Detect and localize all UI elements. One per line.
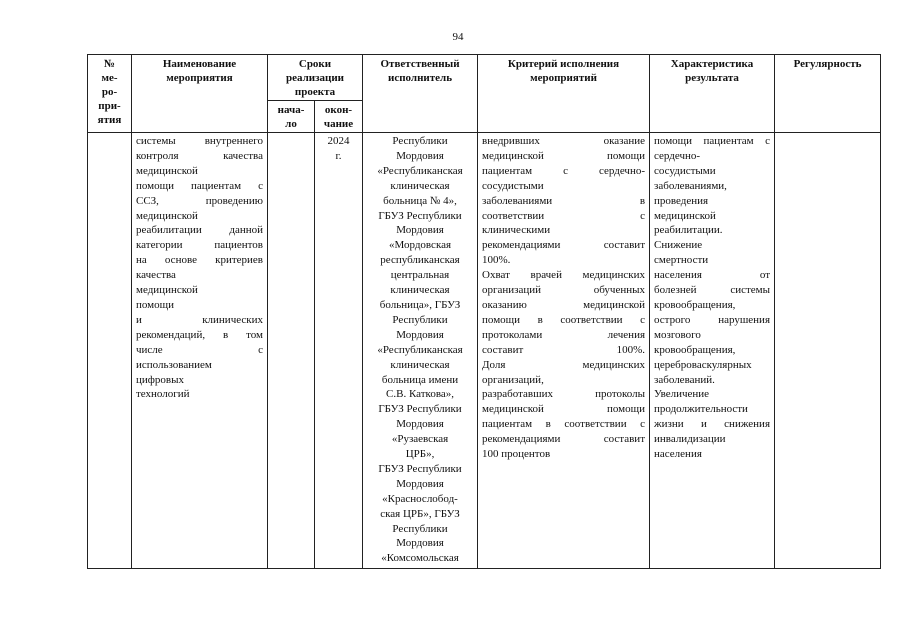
text-line: Характеристика — [670, 58, 754, 70]
text-line: рекомендациями составит — [482, 433, 646, 446]
header-terms — [268, 55, 363, 101]
text-line: Мордовия — [396, 224, 444, 237]
text-line: Республики — [392, 522, 448, 535]
text-line: и клинических — [136, 313, 263, 326]
text-line: Критерий исполнения — [507, 58, 620, 70]
text-line: продолжительности — [654, 403, 748, 416]
header-criterion-lines — [480, 57, 647, 85]
header-number — [88, 55, 132, 133]
text-line: проведения — [654, 194, 709, 207]
cell-result-lines — [654, 134, 770, 462]
text-line: медицинской — [136, 209, 198, 222]
text-line: «Краснослобод- — [382, 492, 458, 505]
text-line: технологий — [136, 388, 190, 401]
header-regularity: Регулярность — [775, 55, 881, 133]
text-line: медицинской — [654, 209, 716, 222]
text-line: помощи в соответствии с — [482, 313, 646, 326]
text-line: г. — [335, 149, 342, 162]
text-line: Мордовия — [396, 328, 444, 341]
text-line: помощи пациентам с — [136, 179, 263, 192]
text-line: «Рузаевская — [391, 433, 449, 446]
text-line: жизни и снижения — [654, 418, 771, 431]
text-line: числе с — [136, 343, 263, 356]
text-line: «Мордовская — [388, 239, 452, 252]
page-number: 94 — [452, 31, 464, 43]
text-line: заболеваниями в — [482, 194, 646, 207]
text-line: «Республиканская — [377, 164, 463, 177]
text-line: ме- — [101, 72, 118, 84]
cell-responsible-lines — [367, 134, 473, 566]
text-line: ЦРБ», — [405, 448, 435, 461]
text-line: заболеваний. — [654, 373, 715, 386]
text-line: сосудистыми — [482, 179, 544, 192]
text-line: Снижение — [654, 239, 703, 252]
text-line: сердечно- — [654, 149, 701, 162]
text-line: помощи пациентам с — [654, 135, 771, 147]
text-line: системы внутреннего — [136, 135, 263, 147]
text-line: разработавших протоколы — [482, 388, 646, 401]
header-responsible-lines — [365, 57, 475, 85]
text-line: мероприятия — [166, 72, 233, 84]
text-line: ская ЦРБ», ГБУЗ — [380, 507, 460, 520]
header-responsible — [363, 55, 478, 133]
cell-start — [268, 133, 315, 569]
cell-responsible — [363, 133, 478, 569]
text-line: Ответственный — [380, 58, 460, 70]
cell-criterion — [478, 133, 650, 569]
cell-result — [650, 133, 775, 569]
text-line: помощи — [136, 298, 174, 311]
text-line: населения — [654, 448, 702, 461]
cell-end-lines — [319, 134, 358, 164]
text-line: качества — [136, 269, 176, 282]
text-line: клиническая — [390, 358, 450, 371]
text-line: реабилитации. — [654, 224, 723, 237]
cell-number — [88, 133, 132, 569]
text-line: болезней системы — [654, 284, 771, 297]
text-line: ГБУЗ Республики — [378, 403, 462, 416]
text-line: реабилитации данной — [136, 224, 263, 237]
text-line: ло — [285, 118, 297, 130]
text-line: медицинской помощи — [482, 149, 646, 162]
text-line: ро- — [101, 86, 118, 98]
header-criterion — [478, 55, 650, 133]
table-row — [88, 133, 881, 569]
text-line: рекомендаций, в том — [136, 328, 263, 341]
text-line: № — [103, 58, 116, 70]
text-line: медицинской — [136, 284, 198, 297]
text-line: Охват врачей медицинских — [482, 269, 646, 282]
text-line: реализации — [285, 72, 345, 84]
text-line: кровообращения, — [654, 343, 736, 356]
text-line: исполнитель — [387, 72, 453, 84]
text-line: инвалидизации — [654, 433, 726, 446]
text-line: организаций, — [482, 373, 544, 386]
text-line: ятия — [97, 114, 122, 126]
text-line: Наименование — [162, 58, 237, 70]
text-line: клиническая — [390, 179, 450, 192]
header-start-lines — [270, 103, 312, 131]
text-line: Мордовия — [396, 537, 444, 550]
text-line: заболеваниями, — [654, 179, 727, 192]
text-line: категории пациентов — [136, 239, 263, 252]
text-line: окон- — [324, 104, 353, 116]
text-line: нача- — [277, 104, 305, 116]
text-line: мозгового — [654, 328, 701, 341]
text-line: ССЗ, проведению — [136, 194, 263, 207]
text-line: Увеличение — [654, 388, 710, 401]
text-line: «Комсомольская — [381, 552, 459, 565]
text-line: проекта — [294, 86, 336, 98]
cell-name — [132, 133, 268, 569]
text-line: смертности — [654, 254, 709, 267]
text-line: Республики — [392, 313, 448, 326]
header-name-lines — [134, 57, 265, 85]
text-line: республиканская — [380, 254, 460, 267]
text-line: медицинской помощи — [482, 403, 646, 416]
text-line: медицинской — [136, 164, 198, 177]
header-result — [650, 55, 775, 133]
header-result-lines — [652, 57, 772, 85]
text-line: ГБУЗ Республики — [378, 462, 462, 475]
text-line: клиническими — [482, 224, 551, 237]
cell-criterion-lines — [482, 134, 645, 462]
text-line: Доля медицинских — [482, 358, 646, 371]
text-line: цифровых — [136, 373, 184, 386]
text-line: составит 100%. — [482, 343, 646, 356]
cell-regularity — [775, 133, 881, 569]
text-line: при- — [98, 100, 121, 112]
measures-table — [87, 54, 881, 569]
header-name — [132, 55, 268, 133]
text-line: больница», ГБУЗ — [379, 298, 461, 311]
header-end-lines — [317, 103, 360, 131]
text-line: больница № 4», — [383, 194, 457, 207]
text-line: чание — [323, 118, 354, 130]
text-line: больница имени — [381, 373, 459, 386]
text-line: внедривших оказание — [482, 135, 646, 147]
text-line: цереброваскулярных — [654, 358, 752, 371]
cell-end — [315, 133, 363, 569]
text-line: сосудистыми — [654, 164, 716, 177]
text-line: Мордовия — [396, 149, 444, 162]
text-line: 100%. — [482, 254, 511, 267]
header-terms-lines — [270, 57, 360, 99]
text-line: оказанию медицинской — [482, 298, 646, 311]
header-end — [315, 101, 363, 133]
text-line: центральная — [390, 269, 450, 282]
text-line: 2024 — [327, 135, 350, 147]
text-line: С.В. Каткова», — [386, 388, 455, 401]
text-line: Мордовия — [396, 418, 444, 431]
text-line: ГБУЗ Республики — [378, 209, 462, 222]
text-line: Республики — [392, 135, 448, 147]
text-line: пациентам в соответствии с — [482, 418, 646, 431]
text-line: соответствии с — [482, 209, 646, 222]
cell-name-lines — [136, 134, 263, 402]
text-line: использованием — [136, 358, 212, 371]
text-line: контроля качества — [136, 149, 263, 162]
text-line: острого нарушения — [654, 313, 771, 326]
text-line: населения от — [654, 269, 771, 282]
text-line: 100 процентов — [482, 448, 551, 461]
text-line: мероприятий — [530, 72, 597, 84]
text-line: результата — [685, 72, 739, 84]
text-line: пациентам с сердечно- — [482, 164, 646, 177]
header-number-lines — [90, 57, 129, 127]
text-line: на основе критериев — [136, 254, 263, 267]
text-line: протоколами лечения — [482, 328, 646, 341]
text-line: Мордовия — [396, 477, 444, 490]
text-line: рекомендациями составит — [482, 239, 646, 252]
text-line: Сроки — [298, 58, 332, 70]
text-line: клиническая — [390, 284, 450, 297]
text-line: «Республиканская — [377, 343, 463, 356]
text-line: организаций обученных — [482, 284, 646, 297]
header-start — [268, 101, 315, 133]
text-line: кровообращения, — [654, 298, 736, 311]
